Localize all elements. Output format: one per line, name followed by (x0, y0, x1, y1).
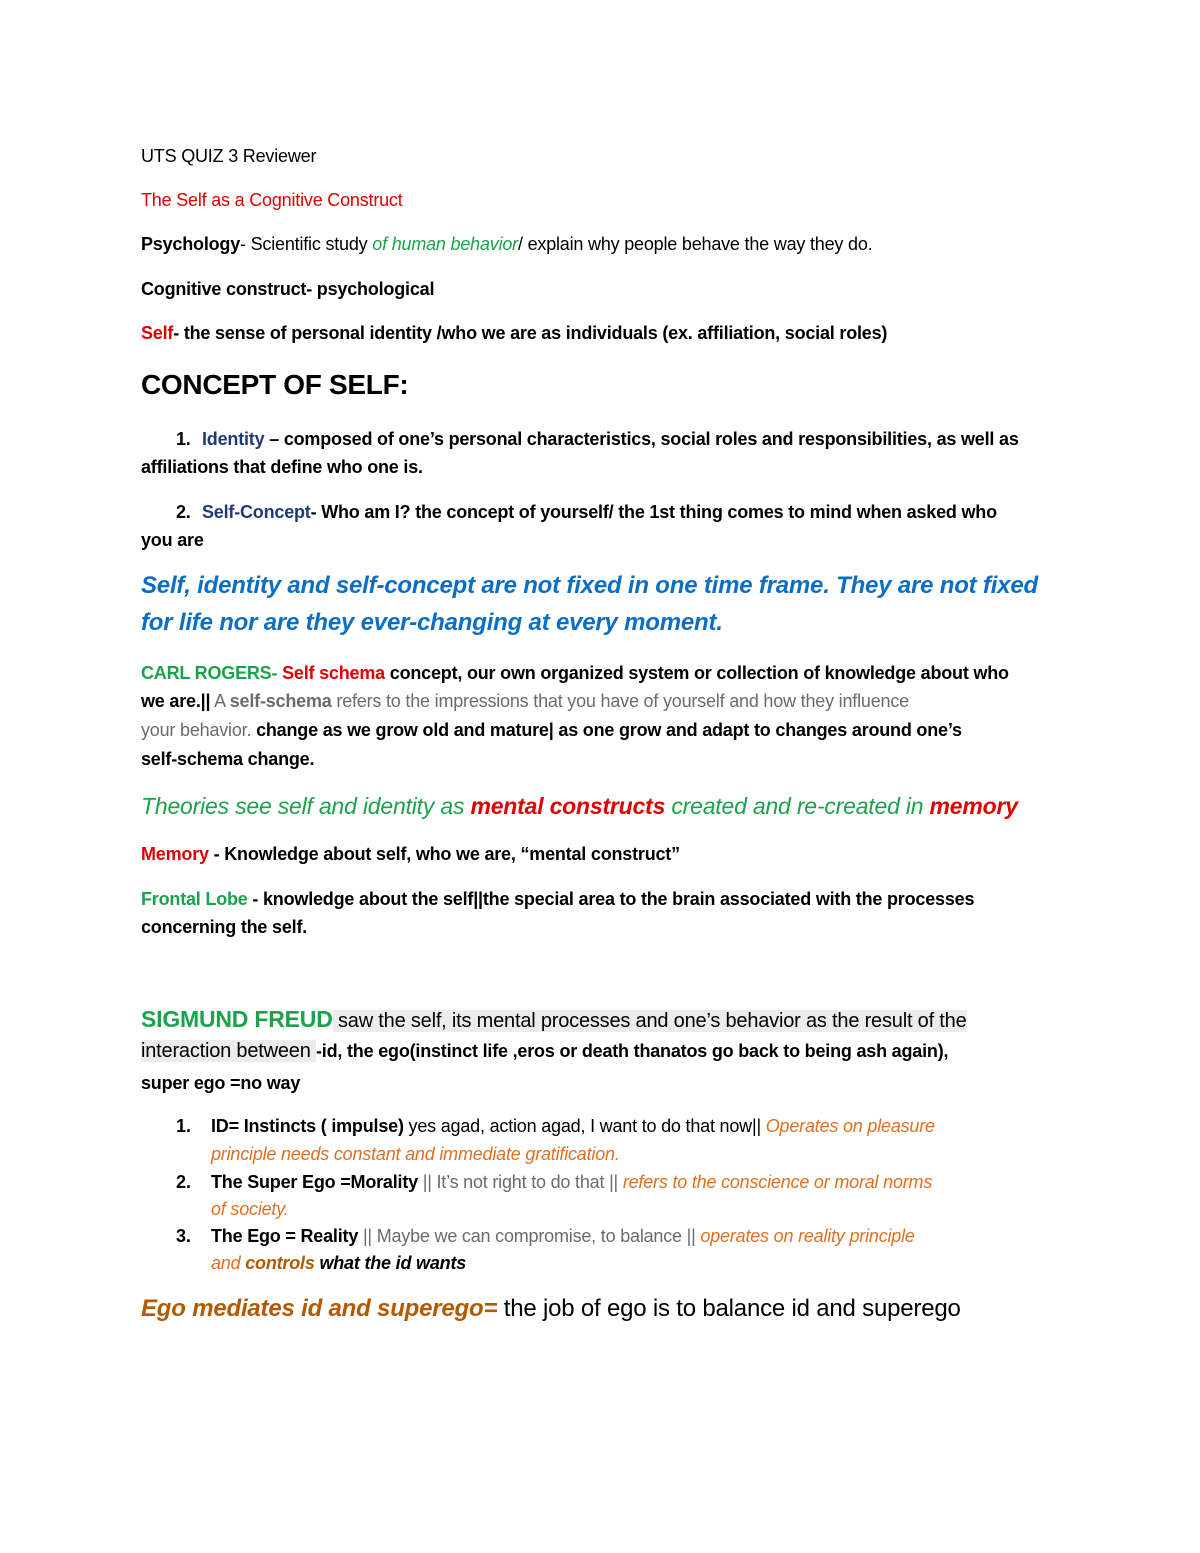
self-rest: - the sense of personal identity /who we are as individuals (ex. affiliation, social roles) (173, 323, 888, 343)
freud-line3: super ego =no way (141, 1073, 301, 1093)
list-number: 1. (176, 1116, 192, 1136)
psychology-rest: / explain why people behave the way they do. (517, 234, 873, 254)
list-number: 1. (176, 429, 191, 449)
list-number: 2. (176, 1172, 192, 1192)
rogers-line2-b: A (210, 691, 230, 711)
freud-line2-highlight: interaction between (141, 1040, 317, 1062)
rogers-self-schema: self-schema (229, 691, 332, 711)
theories-c: created and re-created in (665, 793, 930, 819)
id-emphasis1: Operates on pleasure (760, 1116, 935, 1136)
rogers-line2-a: we are.|| (141, 691, 211, 711)
rogers-line2-c: refers to the impressions that you have of yourself and how they influence (331, 691, 909, 711)
ego-mid: || Maybe we can compromise, to balance || (358, 1226, 701, 1246)
ego-emphasis2-c: what the id wants (314, 1253, 467, 1273)
rogers-line3-b: change as we grow old and mature| as one grow and adapt to changes around one’s (256, 720, 962, 740)
concept-heading: CONCEPT OF SELF: (141, 369, 409, 400)
frontal-lobe-line2: concerning the self. (141, 917, 308, 937)
ego-mediates-b: the job of ego is to balance id and superego (497, 1295, 961, 1322)
memory-term: Memory (141, 844, 209, 864)
rogers-name: CARL ROGERS (141, 663, 272, 683)
ego-emphasis2-a: and (211, 1253, 246, 1273)
self-concept-term: Self-Concept (202, 502, 311, 522)
identity-line2: affiliations that define who one is. (141, 457, 423, 477)
id-mid: yes agad, action agad, I want to do that now|| (403, 1116, 761, 1136)
self-definition (141, 323, 887, 344)
theories-memory: memory (929, 793, 1018, 819)
memory-rest: - Knowledge about self, who we are, “mental construct” (208, 844, 680, 864)
identity-line1: – composed of one’s personal characteristics, social roles and responsibilities, as well as (264, 429, 1019, 449)
list-item-superego (211, 1172, 932, 1193)
list-item-identity (176, 429, 1019, 450)
frontal-lobe-rest: - knowledge about the self||the special area to the brain associated with the processes (247, 889, 975, 909)
superego-term: The Super Ego =Morality (211, 1172, 418, 1192)
ego-mediates-a: Ego mediates id and superego= (141, 1295, 498, 1322)
theories-statement (141, 793, 1018, 820)
ego-controls: controls (245, 1253, 315, 1273)
freud-line2-rest: -id, the ego(instinct life ,eros or death thanatos go back to being ash again), (316, 1041, 949, 1061)
ego-term: The Ego = Reality (211, 1226, 359, 1246)
self-concept-line2: you are (141, 530, 204, 550)
ego-emphasis2 (211, 1253, 466, 1274)
list-item-id (211, 1116, 935, 1137)
ego-mediates-statement (141, 1295, 961, 1323)
rogers-line1-rest: concept, our own organized system or collection of knowledge about who (384, 663, 1009, 683)
theories-mental-constructs: mental constructs (470, 793, 666, 819)
superego-emphasis1: refers to the conscience or moral norms (622, 1172, 933, 1192)
id-term: ID= Instincts ( impulse) (211, 1116, 404, 1136)
cognitive-construct-line: Cognitive construct- psychological (141, 279, 435, 299)
rogers-line3 (141, 720, 962, 741)
fixed-statement-line2: for life nor are they ever-changing at every moment. (141, 609, 723, 636)
section-title: The Self as a Cognitive Construct (141, 190, 403, 210)
freud-line1-highlight: saw the self, its mental processes and one’s behavior as the result of the (332, 1010, 967, 1032)
psychology-dash: - Scientific study (240, 234, 373, 254)
self-schema-term: Self schema (282, 663, 385, 683)
psychology-term: Psychology (141, 234, 241, 254)
rogers-line2 (141, 691, 909, 712)
id-emphasis2: principle needs constant and immediate gratification. (211, 1144, 620, 1164)
frontal-lobe-term: Frontal Lobe (141, 889, 248, 909)
memory-definition (141, 844, 680, 865)
doc-title: UTS QUIZ 3 Reviewer (141, 146, 317, 166)
list-number: 2. (176, 502, 191, 522)
psychology-emphasis: of human behavior (372, 234, 518, 254)
rogers-line3-a: your behavior. (141, 720, 257, 740)
rogers-dash: - (271, 663, 283, 683)
ego-emphasis1: operates on reality principle (700, 1226, 915, 1246)
rogers-line4: self-schema change. (141, 749, 315, 769)
superego-emphasis2: of society. (211, 1199, 289, 1219)
freud-line1 (141, 1006, 967, 1033)
list-number: 3. (176, 1226, 192, 1246)
rogers-line1 (141, 663, 1009, 684)
identity-term: Identity (202, 429, 265, 449)
self-term: Self (141, 323, 174, 343)
freud-name: SIGMUND FREUD (141, 1006, 333, 1032)
frontal-lobe-line1 (141, 889, 974, 910)
self-concept-line1: - Who am I? the concept of yourself/ the 1st thing comes to mind when asked who (310, 502, 997, 522)
psychology-definition (141, 234, 872, 255)
fixed-statement-line1: Self, identity and self-concept are not fixed in one time frame. They are not fixed (141, 572, 1038, 599)
freud-line2 (141, 1040, 948, 1063)
list-item-ego (211, 1226, 915, 1247)
theories-a: Theories see self and identity as (141, 793, 471, 819)
superego-mid: || It’s not right to do that || (417, 1172, 623, 1192)
list-item-self-concept (176, 502, 997, 523)
